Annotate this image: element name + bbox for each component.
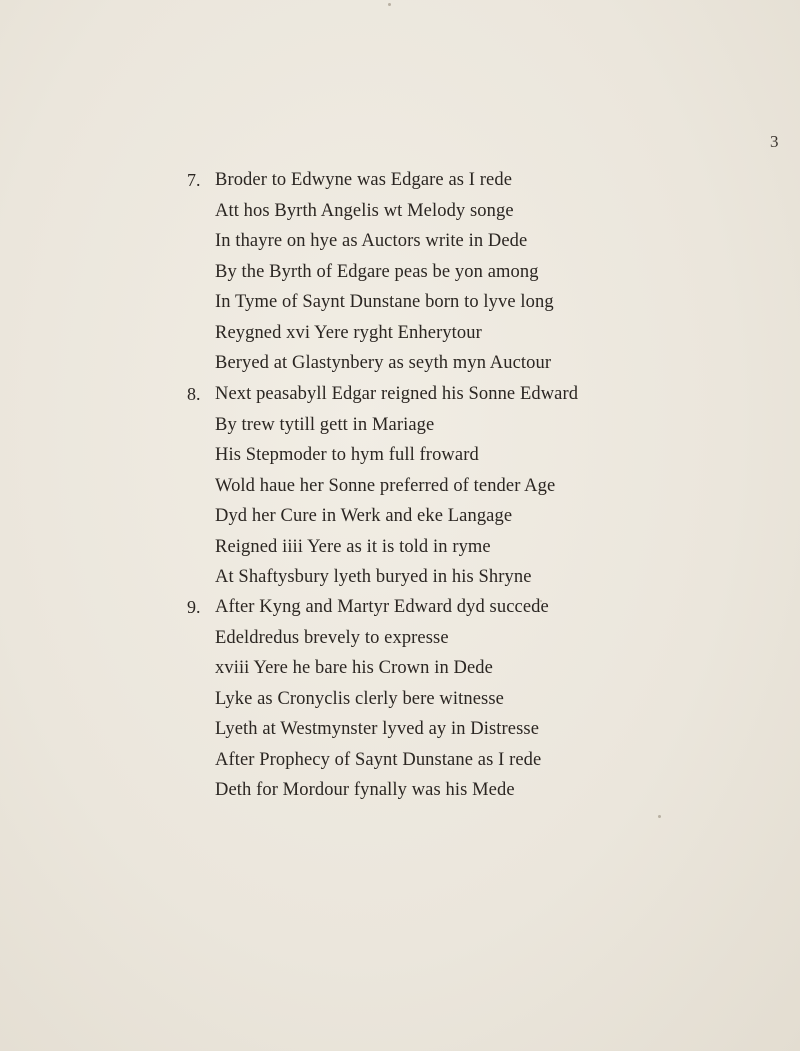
verse-line: Dyd her Cure in Werk and eke Langage [215,506,513,526]
verse-line: By the Byrth of Edgare peas be yon among [215,261,539,282]
paper-speck [388,3,391,6]
verse-line: After Kyng and Martyr Edward dyd succede [215,597,549,617]
verse-line: Beryed at Glastynbery as seyth myn Auctour [215,353,552,373]
verse-line: In Tyme of Saynt Dunstane born to lyve long [215,292,554,312]
paper-speck [658,815,661,818]
verse-line: Next peasabyll Edgar reigned his Sonne Edward [215,384,579,404]
verse-line: Att hos Byrth Angelis wt Melody songe [215,200,514,221]
verse-line: By trew tytill gett in Mariage [215,414,435,435]
verse-line: xviii Yere he bare his Crown in Dede [215,658,493,678]
stanza-number: 7. [187,170,201,190]
verse-line: Lyeth at Westmynster lyved ay in Distresse [215,719,540,739]
verse-line: After Prophecy of Saynt Dunstane as I rede [215,749,542,770]
verse-line: Broder to Edwyne was Edgare as I rede [215,170,513,190]
stanza-number: 8. [187,384,201,404]
page-number: 3 [770,132,779,151]
verse-line: In thayre on hye as Auctors write in Dede [215,231,528,251]
verse-line: Lyke as Cronyclis clerly bere witnesse [215,688,504,709]
verse-line: Reygned xvi Yere ryght Enherytour [215,322,482,343]
verse-line: Reigned iiii Yere as it is told in ryme [215,536,491,557]
verse-line: Deth for Mordour fynally was his Mede [215,780,515,800]
verse-line: Wold haue her Sonne preferred of tender Age [215,475,556,496]
verse-line: At Shaftysbury lyeth buryed in his Shryne [215,567,532,587]
stanza-number: 9. [187,597,201,617]
verse-line: His Stepmoder to hym full froward [215,445,479,465]
verse-line: Edeldredus brevely to expresse [215,627,449,648]
